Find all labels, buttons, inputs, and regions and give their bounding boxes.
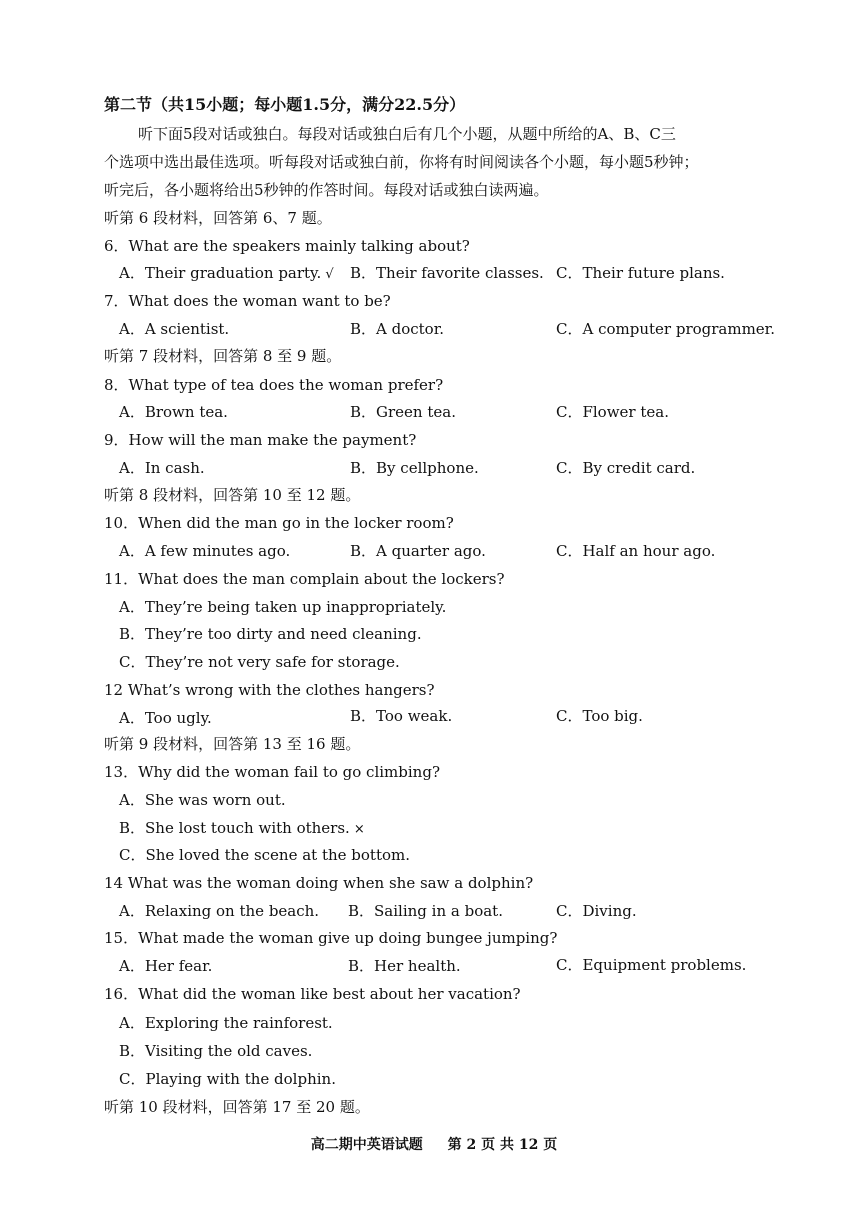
q7-option-c: C．A computer programmer. <box>556 320 775 338</box>
instructions-line-1: 听下面5段对话或独白。每段对话或独白后有几个小题，从题中所给的A、B、C三 <box>138 125 676 143</box>
question-14: 14 What was the woman doing when she saw a dolphin? <box>104 874 534 892</box>
page-footer <box>0 1134 868 1154</box>
q10-option-c: C．Half an hour ago. <box>556 542 716 560</box>
q10-option-b: B．A quarter ago. <box>350 542 486 560</box>
question-12: 12 What’s wrong with the clothes hangers? <box>104 681 435 699</box>
instructions-line-2: 个选项中选出最佳选项。听每段对话或独白前，你将有时间阅读各个小题，每小题5秒钟； <box>104 153 699 171</box>
section-title: 第二节（共15小题；每小题1.5分，满分22.5分） <box>104 95 466 114</box>
segment-10-heading: 听第 10 段材料，回答第 17 至 20 题。 <box>104 1098 370 1116</box>
question-10: 10．When did the man go in the locker room? <box>104 514 454 532</box>
q14-option-c: C．Diving. <box>556 902 637 920</box>
question-8: 8．What type of tea does the woman prefer? <box>104 376 444 394</box>
q6-option-a: A．Their graduation party. √ <box>119 263 334 285</box>
q12-option-c: C．Too big. <box>556 707 643 725</box>
question-6: 6．What are the speakers mainly talking about? <box>104 237 470 255</box>
q7-option-a: A．A scientist. <box>119 320 230 338</box>
q8-option-b: B．Green tea. <box>350 403 456 421</box>
cross-mark: × <box>353 822 365 837</box>
footer-page-number: 第 2 页 共 12 页 <box>447 1137 558 1153</box>
q13-option-a: A．She was worn out. <box>119 791 286 809</box>
question-9: 9．How will the man make the payment? <box>104 431 417 449</box>
q13-option-c: C．She loved the scene at the bottom. <box>119 846 411 864</box>
q15-option-b: B．Her health. <box>348 957 461 975</box>
question-16: 16．What did the woman like best about her vacation? <box>104 985 521 1003</box>
q9-option-a: A．In cash. <box>119 459 205 477</box>
question-7: 7．What does the woman want to be? <box>104 292 391 310</box>
q15-option-a: A．Her fear. <box>119 957 213 975</box>
q13-option-b: B．She lost touch with others. × <box>119 818 365 840</box>
segment-6-heading: 听第 6 段材料，回答第 6、7 题。 <box>104 209 332 227</box>
q8-option-a: A．Brown tea. <box>119 403 228 421</box>
q14-option-b: B．Sailing in a boat. <box>348 902 503 920</box>
q8-option-c: C．Flower tea. <box>556 403 669 421</box>
q15-option-c: C．Equipment problems. <box>556 956 747 974</box>
segment-9-heading: 听第 9 段材料，回答第 13 至 16 题。 <box>104 735 361 753</box>
segment-7-heading: 听第 7 段材料，回答第 8 至 9 题。 <box>104 347 342 365</box>
q16-option-b: B．Visiting the old caves. <box>119 1042 313 1060</box>
q14-option-a: A．Relaxing on the beach. <box>119 902 320 920</box>
q11-option-c: C．They’re not very safe for storage. <box>119 653 400 671</box>
q12-option-b: B．Too weak. <box>350 707 453 725</box>
q16-option-a: A．Exploring the rainforest. <box>119 1014 333 1032</box>
question-11: 11．What does the man complain about the lockers? <box>104 570 505 588</box>
tick-mark: √ <box>325 267 334 282</box>
footer-title: 高二期中英语试题 <box>310 1137 423 1153</box>
question-13: 13．Why did the woman fail to go climbing? <box>104 763 440 781</box>
q9-option-b: B．By cellphone. <box>350 459 479 477</box>
segment-8-heading: 听第 8 段材料，回答第 10 至 12 题。 <box>104 486 361 504</box>
question-15: 15．What made the woman give up doing bungee jumping? <box>104 929 558 947</box>
q11-option-b: B．They’re too dirty and need cleaning. <box>119 625 422 643</box>
q12-option-a: A．Too ugly. <box>119 709 212 727</box>
q10-option-a: A．A few minutes ago. <box>119 542 291 560</box>
q7-option-b: B．A doctor. <box>350 320 445 338</box>
q6-option-c: C．Their future plans. <box>556 264 725 282</box>
instructions-line-3: 听完后，各小题将给出5秒钟的作答时间。每段对话或独白读两遍。 <box>104 181 549 199</box>
q6-option-b: B．Their favorite classes. <box>350 264 544 282</box>
q9-option-c: C．By credit card. <box>556 459 696 477</box>
q16-option-c: C．Playing with the dolphin. <box>119 1070 336 1088</box>
q11-option-a: A．They’re being taken up inappropriately. <box>119 598 447 616</box>
